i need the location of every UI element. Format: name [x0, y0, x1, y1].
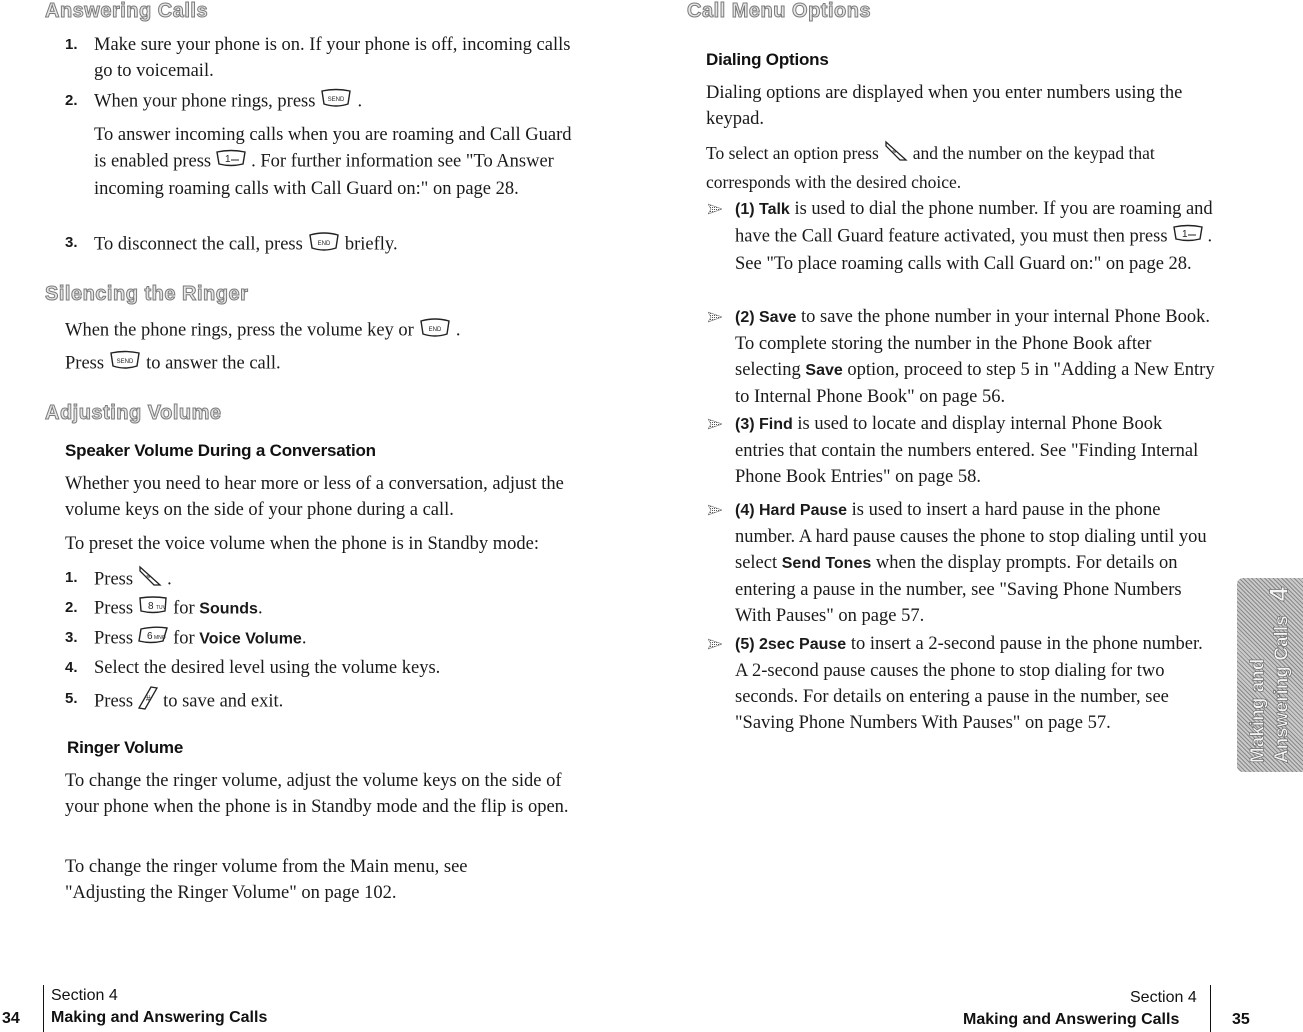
end-key-icon — [418, 316, 452, 346]
option-save: (2) Save to save the phone number in your internal Phone Book. To complete storing the number in the Phone Book after selecting Save option, proceed to step 5 in "Adding a New Entry to Internal Phone Book" on page 56. — [735, 307, 1215, 407]
send-key-icon — [319, 88, 353, 116]
svg-text:SEND: SEND — [328, 97, 345, 103]
section-thumb-tab — [1237, 578, 1303, 772]
tab-line-2: Answering Calls4 — [1263, 586, 1294, 764]
svg-text:SEND: SEND — [116, 359, 134, 365]
adjusting-volume-heading: Adjusting Volume — [45, 402, 222, 424]
step-number: 3. — [65, 629, 78, 646]
footer-title: Making and Answering Calls — [963, 1011, 1180, 1028]
svg-text:≡: ≡ — [146, 574, 151, 581]
answering-step-1: Make sure your phone is on. If your phone is off, incoming calls go to voicemail. — [94, 35, 571, 81]
volume-step-3: Press 6 MNO for Voice Volume. — [94, 625, 306, 653]
step-number: 3. — [65, 234, 78, 251]
svg-text:TUV: TUV — [156, 605, 167, 611]
step-number: 2. — [65, 92, 78, 109]
section-tab-label — [1248, 587, 1293, 763]
option-hard-pause: (4) Hard Pause is used to insert a hard pause in the phone number. A hard pause causes the phone to stop dialing until you select Send Tones when the display prompts. For details on entering a pause in the number, see "Saving Phone Numbers With Pauses" on page 57. — [735, 500, 1207, 626]
footer-title: Making and Answering Calls — [51, 1009, 268, 1026]
eight-key-icon — [137, 595, 169, 623]
ringer-volume-para-2: To change the ringer volume from the Main menu, see "Adjusting the Ringer Volume" on page 102. — [65, 857, 468, 903]
footer-section: Section 4 — [1130, 989, 1197, 1006]
answering-calls-heading: Answering Calls — [45, 0, 209, 22]
menu-key-icon — [883, 140, 909, 169]
arrow-bullet-icon — [708, 311, 722, 323]
ringer-volume-para-1: To change the ringer volume, adjust the volume keys on the side of your phone when the phone is in Standby mode and the flip is open. — [65, 771, 569, 817]
svg-text:≡: ≡ — [891, 149, 896, 157]
svg-text:1: 1 — [1181, 229, 1188, 240]
right-page — [660, 0, 1303, 1032]
svg-text:END: END — [428, 327, 442, 333]
left-page — [0, 0, 640, 1032]
one-key-icon — [215, 148, 247, 176]
answering-step-3: To disconnect the call, press END briefly. — [94, 230, 574, 260]
page-number: 34 — [2, 1010, 20, 1027]
tab-number: 4 — [1263, 586, 1294, 602]
dialing-para-1: Dialing options are displayed when you enter numbers using the keypad. — [706, 83, 1183, 129]
svg-text:END: END — [317, 241, 331, 247]
option-2sec-pause: (5) 2sec Pause to insert a 2-second pause in the phone number. A 2-second pause causes the phone to stop dialing for two seconds. For details on entering a pause in the number, see "Saving Phone Numbers With Pauses" on page 57. — [735, 634, 1203, 733]
one-key-icon — [1172, 223, 1204, 251]
step-number: 4. — [65, 659, 78, 676]
silencing-line-2: Press SEND to answer the call. — [65, 350, 585, 378]
volume-step-5: Press # to save and exit. — [94, 686, 283, 718]
speaker-volume-para-2: To preset the voice volume when the phone is in Standby mode: — [65, 534, 539, 554]
footer-divider — [1210, 985, 1211, 1032]
silencing-ringer-heading: Silencing the Ringer — [45, 283, 249, 305]
silencing-line-1: When the phone rings, press the volume key or END . — [65, 316, 585, 346]
page-number: 35 — [1232, 1011, 1250, 1028]
footer-section: Section 4 — [51, 987, 118, 1004]
dialing-para-2: To select an option press ≡ and the number on the keypad that corresponds with the desired choice. — [706, 140, 1216, 195]
dialing-options-subheading: Dialing Options — [706, 50, 829, 69]
svg-text:6: 6 — [147, 631, 153, 642]
tab-line-1: Making and — [1247, 658, 1269, 764]
footer-divider — [43, 985, 44, 1032]
option-talk: (1) Talk is used to dial the phone number. If you are roaming and have the Call Guard feature activated, you must then press 1 . See "To place roaming calls with Call Guard on:" on page 28. — [735, 199, 1213, 274]
arrow-bullet-icon — [708, 203, 722, 215]
option-find: (3) Find is used to locate and display internal Phone Book entries that contain the numbers entered. See "Finding Internal Phone Book Entries" on page 58. — [735, 414, 1199, 487]
end-key-icon — [307, 230, 341, 260]
svg-text:1: 1 — [225, 154, 231, 165]
volume-step-2: Press 8 TUV for Sounds. — [94, 595, 263, 623]
svg-text:8: 8 — [148, 601, 154, 612]
ok-key-icon — [137, 686, 159, 718]
ringer-volume-subheading: Ringer Volume — [67, 738, 184, 757]
svg-text:#: # — [146, 694, 151, 703]
step-number: 5. — [65, 690, 78, 707]
answering-step-2: When your phone rings, press SEND . — [94, 88, 574, 116]
svg-text:MNO: MNO — [154, 635, 166, 641]
volume-step-4: Select the desired level using the volume keys. — [94, 658, 441, 678]
speaker-volume-subheading: Speaker Volume During a Conversation — [65, 441, 376, 460]
arrow-bullet-icon — [708, 418, 722, 430]
step-number: 1. — [65, 36, 78, 53]
send-key-icon — [108, 350, 142, 378]
answering-roaming-note: To answer incoming calls when you are roaming and Call Guard is enabled press 1 . For further information see "To Answer incoming roaming calls with Call Guard on:" on page 28. — [94, 125, 572, 199]
step-number: 1. — [65, 569, 78, 586]
arrow-bullet-icon — [708, 638, 722, 650]
volume-step-1: Press ≡ . — [94, 565, 172, 595]
arrow-bullet-icon — [708, 504, 722, 516]
speaker-volume-para-1: Whether you need to hear more or less of a conversation, adjust the volume keys on the side of your phone during a call. — [65, 474, 564, 520]
call-menu-options-heading: Call Menu Options — [687, 0, 872, 22]
step-number: 2. — [65, 599, 78, 616]
six-key-icon — [137, 625, 169, 653]
menu-key-icon — [137, 565, 163, 595]
